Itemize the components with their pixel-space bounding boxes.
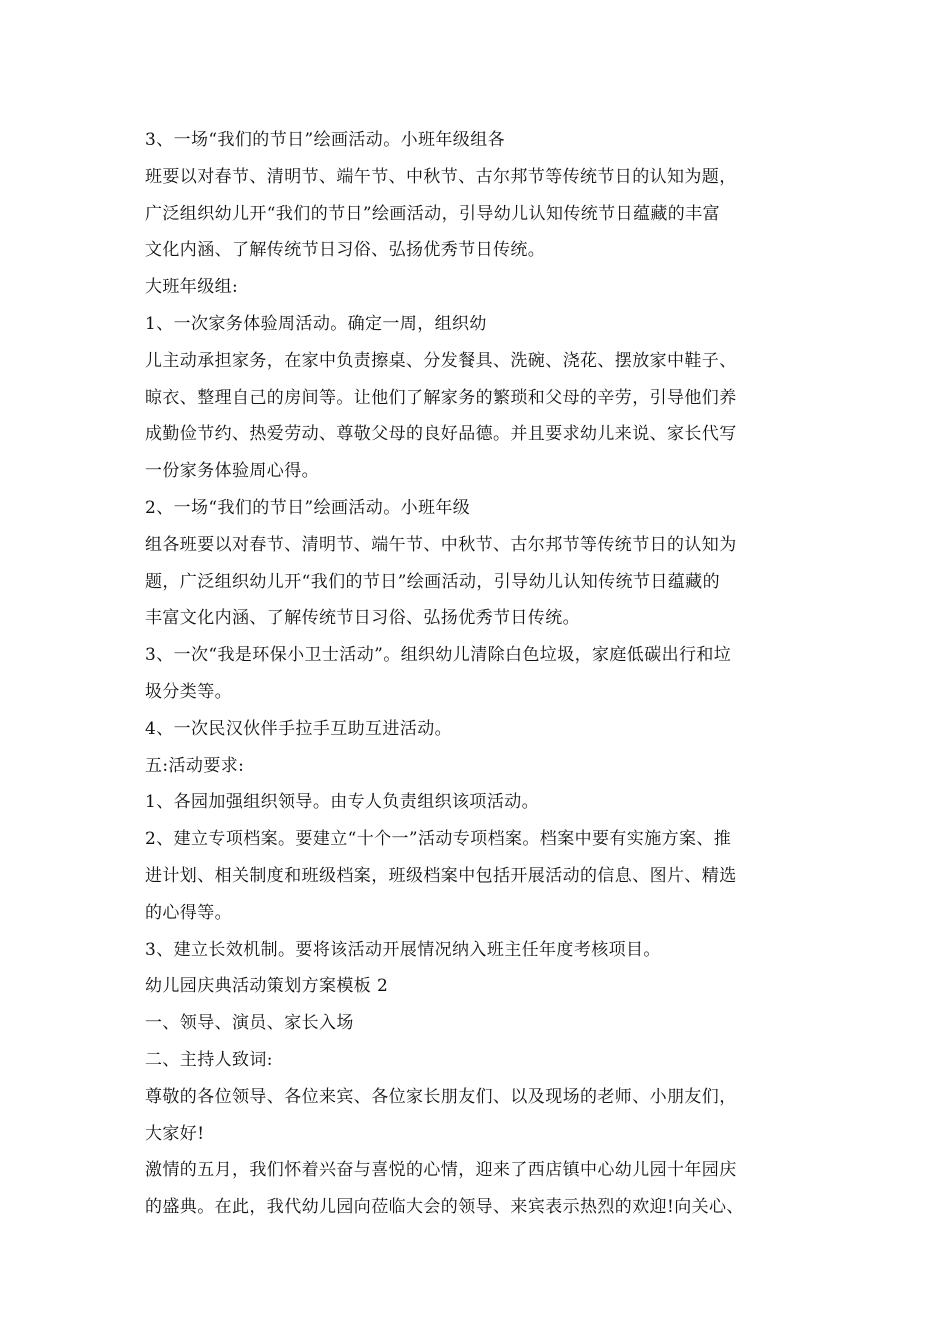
text-line: 进计划、相关制度和班级档案，班级档案中包括开展活动的信息、图片、精选 — [145, 865, 737, 886]
section-heading: 大班年级组: — [145, 277, 239, 298]
text-line: 3、建立长效机制。要将该活动开展情况纳入班主任年度考核项目。 — [145, 939, 661, 960]
text-line: 晾衣、整理自己的房间等。让他们了解家务的繁琐和父母的辛劳，引导他们养 — [145, 387, 737, 408]
text-line: 广泛组织幼儿开“我们的节日”绘画活动，引导幼儿认知传统节日蕴藏的丰富 — [145, 203, 720, 224]
section-heading: 五:活动要求: — [145, 755, 245, 776]
text-line: 2、建立专项档案。要建立“十个一”活动专项档案。档案中要有实施方案、推 — [145, 829, 732, 850]
text-line: 3、一场“我们的节日”绘画活动。小班年级组各 — [145, 130, 505, 150]
text-line: 大家好! — [145, 1123, 205, 1144]
text-line: 的盛典。在此，我代幼儿园向莅临大会的领导、来宾表示热烈的欢迎!向关心、 — [145, 1197, 744, 1218]
text-line: 成勤俭节约、热爱劳动、尊敬父母的良好品德。并且要求幼儿来说、家长代写 — [145, 424, 737, 445]
text-line: 儿主动承担家务，在家中负责擦桌、分发餐具、洗碗、浇花、摆放家中鞋子、 — [145, 350, 737, 371]
text-line: 一份家务体验周心得。 — [145, 461, 319, 482]
text-line: 一、领导、演员、家长入场 — [145, 1013, 354, 1034]
text-line: 2、一场“我们的节日”绘画活动。小班年级 — [145, 497, 471, 518]
text-line: 班要以对春节、清明节、端午节、中秋节、古尔邦节等传统节日的认知为题， — [145, 166, 737, 187]
document-body — [145, 122, 810, 1226]
text-line: 二、主持人致词: — [145, 1049, 273, 1070]
text-line: 1、一次家务体验周活动。确定一周，组织幼 — [145, 313, 487, 334]
text-line: 1、各园加强组织领导。由专人负责组织该项活动。 — [145, 792, 540, 813]
text-line: 尊敬的各位领导、各位来宾、各位家长朋友们、以及现场的老师、小朋友们， — [145, 1086, 737, 1107]
text-line: 题，广泛组织幼儿开“我们的节日”绘画活动，引导幼儿认知传统节日蕴藏的 — [145, 571, 720, 592]
text-line: 圾分类等。 — [145, 681, 232, 702]
document-subtitle: 幼儿园庆典活动策划方案模板 2 — [145, 976, 389, 997]
text-line: 的心得等。 — [145, 902, 232, 923]
text-line: 激情的五月，我们怀着兴奋与喜悦的心情，迎来了西店镇中心幼儿园十年园庆 — [145, 1160, 737, 1181]
text-line: 文化内涵、了解传统节日习俗、弘扬优秀节日传统。 — [145, 240, 546, 261]
text-line: 组各班要以对春节、清明节、端午节、中秋节、古尔邦节等传统节日的认知为 — [145, 534, 737, 555]
text-line: 3、一次“我是环保小卫士活动”。组织幼儿清除白色垃圾，家庭低碳出行和垃 — [145, 645, 732, 666]
text-line: 4、一次民汉伙伴手拉手互助互进活动。 — [145, 718, 453, 739]
text-line: 丰富文化内涵、了解传统节日习俗、弘扬优秀节日传统。 — [145, 608, 580, 629]
